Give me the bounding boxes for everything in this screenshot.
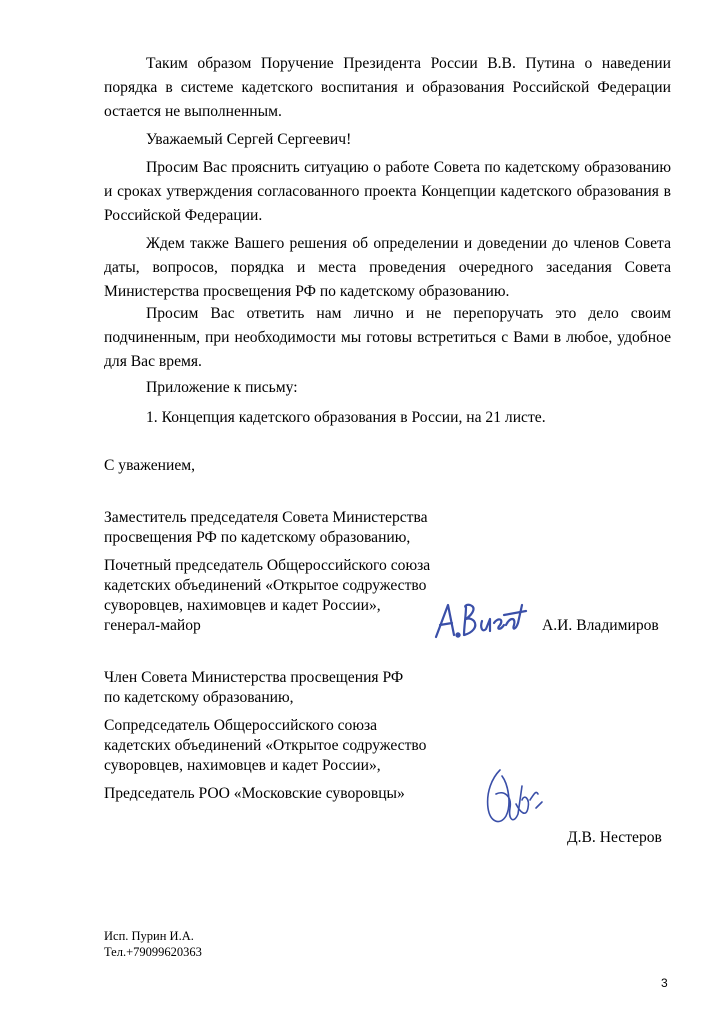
signer2-name: Д.В. Нестеров	[567, 829, 662, 846]
signer1-title-line: Почетный председатель Общероссийского союза	[104, 557, 431, 574]
paragraph-request-council: Просим Вас прояснить ситуацию о работе Совета по кадетскому образованию и сроках утверждения согласованного проекта Концепции кадетского образования в Российской Федерации.	[104, 159, 671, 224]
signer2-title-line: кадетских объединений «Открытое содружество	[104, 737, 427, 754]
signature-vladimirov	[430, 595, 530, 643]
attachment-item: 1. Концепция кадетского образования в России, на 21 листе.	[146, 409, 546, 426]
signer1-name: А.И. Владимиров	[542, 617, 659, 634]
paragraph-president-order: Таким образом Поручение Президента России В.В. Путина о наведении порядка в системе кадетского воспитания и образования Российской Федерации остается не выполненным.	[104, 55, 671, 120]
signer1-title-line: генерал-майор	[104, 617, 201, 634]
signer1-title-line: Заместитель председателя Совета Министерства	[104, 509, 428, 526]
signer1-title-b	[104, 556, 430, 636]
signer2-title-line: Председатель РОО «Московские суворовцы»	[104, 785, 405, 802]
signer2-title-c	[104, 784, 405, 804]
signer2-title-line: Член Совета Министерства просвещения РФ	[104, 669, 404, 686]
closing: С уважением,	[104, 457, 196, 474]
signer1-title-line: просвещения РФ по кадетскому образованию,	[104, 529, 411, 546]
executor-name: Исп. Пурин И.А.	[104, 929, 194, 943]
executor-info	[104, 928, 202, 960]
signer1-title-line: суворовцев, нахимовцев и кадет России»,	[104, 597, 381, 614]
signer2-title-b	[104, 716, 426, 776]
signature-nesterov	[478, 764, 550, 834]
signer2-title-line: суворовцев, нахимовцев и кадет России»,	[104, 757, 381, 774]
signer1-title-line: кадетских объединений «Открытое содружество	[104, 577, 427, 594]
signer2-title-line: Сопредседатель Общероссийского союза	[104, 717, 378, 734]
signer2-title-line: по кадетскому образованию,	[104, 689, 294, 706]
executor-phone: Тел.+79099620363	[104, 945, 202, 959]
signer2-title-a	[104, 668, 403, 708]
signer1-title-a	[104, 508, 428, 548]
attachment-title: Приложение к письму:	[146, 379, 298, 396]
page-number: 3	[661, 976, 668, 990]
paragraph-personal-answer: Просим Вас ответить нам лично и не перепоручать это дело своим подчиненным, при необходимости мы готовы встретиться с Вами в любое, удобное для Вас время.	[104, 305, 671, 370]
salutation: Уважаемый Сергей Сергеевич!	[146, 131, 352, 148]
paragraph-await-decision: Ждем также Вашего решения об определении и доведении до членов Совета даты, вопросов, порядка и места проведения очередного заседания Совета Министерства просвещения РФ по кадетскому образованию.	[104, 235, 671, 300]
